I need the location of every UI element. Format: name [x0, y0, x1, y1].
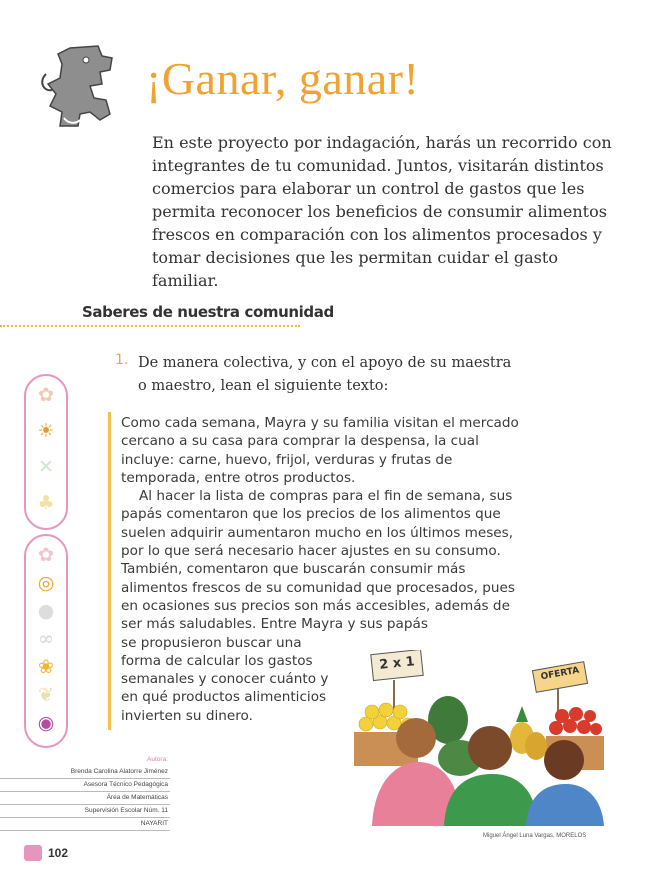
author-line: Asesora Técnico Pedagógica	[0, 779, 170, 792]
glyph-figure-icon	[40, 40, 126, 132]
sun-spiral-icon: ☀	[37, 420, 55, 442]
icon-pill-bottom	[24, 534, 68, 748]
lotus-icon: ❀	[38, 656, 54, 678]
reading-paragraph-2-end: se propusieron buscar una forma de calcular los gastos semanales y conocer cuánto y en qué productos alimenticios invierten su dinero.	[121, 634, 329, 724]
page-footer	[24, 845, 68, 861]
link-icon: ∞	[38, 628, 54, 650]
section-heading: Saberes de nuestra comunidad	[82, 303, 334, 321]
intro-paragraph: En este proyecto por indagación, harás un recorrido con integrantes de tu comunidad. Juntos, visitarán distintos comercios para elaborar un control de gastos que les permita reconocer los beneficios de consumir alimentos frescos en comparación con los alimentos procesados y tomar decisiones que les permitan cuidar el gasto familiar.	[152, 133, 612, 290]
item-number: 1.	[115, 352, 129, 368]
author-credits	[0, 754, 170, 831]
reading-paragraph-1: Como cada semana, Mayra y su familia visitan el mercado cercano a su casa para comprar la despensa, la cual incluye: carne, huevo, frijol, verduras y frutas de temporada, entre otros productos.	[121, 415, 519, 486]
book-icon	[24, 845, 42, 861]
page-title: ¡Ganar, ganar!	[146, 53, 420, 104]
flower-icon: ✿	[38, 384, 54, 406]
icon-pill-top	[24, 374, 68, 530]
target-icon: ◉	[37, 712, 55, 734]
sign-left-label: 2 x 1	[378, 654, 416, 673]
author-line: Supervisión Escolar Núm. 11	[0, 805, 170, 818]
flower-icon: ✿	[38, 544, 54, 566]
illustration-credit: Miguel Ángel Luna Vargas, MORELOS	[483, 833, 587, 839]
author-label: Autora:	[147, 756, 168, 763]
circle-icon: ●	[37, 600, 55, 622]
sprout-icon: ♣	[37, 492, 55, 514]
market-illustration	[350, 650, 610, 826]
reading-paragraph-2: Al hacer la lista de compras para el fin de semana, sus papás comentaron que los precios de los alimentos que suelen adquirir aumentaron mucho en los últimos meses, por lo que será necesario hacer ajustes en su consumo. También, comentaron que buscarán consumir más alimentos frescos de su comunidad que procesados, pues en ocasiones sus precios son más accesibles, además de ser más saludables. Entre Mayra y sus papás	[121, 488, 515, 633]
sign-right-label: OFERTA	[539, 665, 581, 683]
reading-quote-bar	[108, 412, 111, 730]
leaf-icon: ❦	[38, 684, 54, 706]
author-line: NAYARIT	[0, 818, 170, 831]
cross-knot-icon: ✕	[38, 456, 54, 478]
author-line: Brenda Carolina Alatorre Jiménez	[0, 766, 170, 779]
item-instruction: De manera colectiva, y con el apoyo de su maestra o maestro, lean el siguiente texto:	[138, 355, 512, 394]
page-number: 102	[48, 846, 69, 860]
spiral-icon: ◎	[37, 572, 55, 594]
author-line: Área de Matemáticas	[0, 792, 170, 805]
section-divider	[0, 325, 300, 330]
